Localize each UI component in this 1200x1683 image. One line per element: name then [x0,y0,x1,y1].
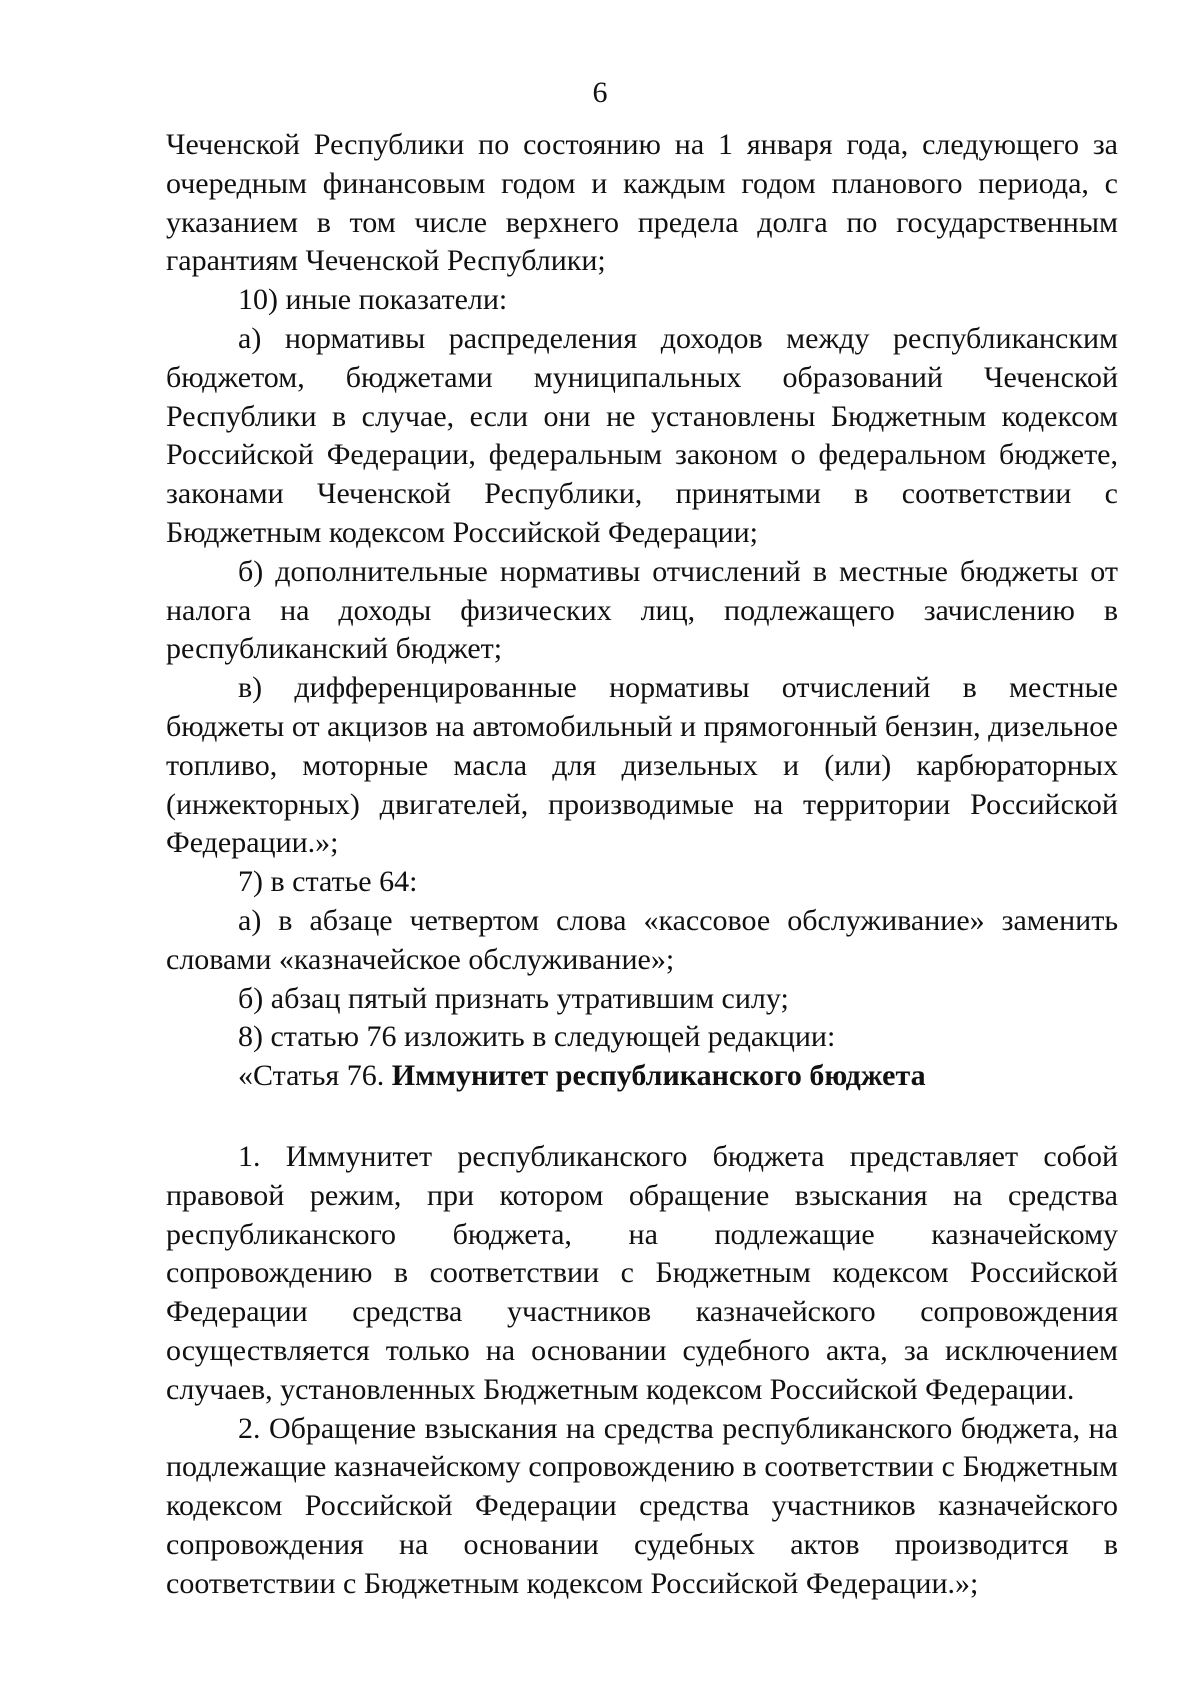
text-section-upper [166,126,1118,1603]
paragraph-item-10v: в) дифференцированные нормативы отчислений в местные бюджеты от акцизов на автомобильный и прямогонный бензин, дизельное топливо, моторные масла для дизельных и (или) карбюраторных (инжекторных) двигателей, производимые на территории Российской Федерации.»; [166,671,1118,860]
paragraph-article-76-2: 2. Обращение взыскания на средства республиканского бюджета, на подлежащие казначейскому сопровождению в соответствии с Бюджетным кодексом Российской Федерации средства участников казначейского сопровождения на основании судебных актов производится в соответствии с Бюджетным кодексом Российской Федерации.»; [166,1411,1118,1600]
paragraph-item-10: 10) иные показатели: [238,283,508,317]
paragraph-item-7a: а) в абзаце четвертом слова «кассовое обслуживание» заменить словами «казначейское обслуживание»; [166,903,1118,976]
paragraph-item-10b: б) дополнительные нормативы отчислений в местные бюджеты от налога на доходы физических лиц, подлежащего зачислению в республиканский бюджет; [166,554,1118,666]
article-heading-prefix: «Статья 76. [238,1059,392,1093]
paragraph-article-76-1: 1. Иммунитет республиканского бюджета представляет собой правовой режим, при котором обращение взыскания на средства республиканского бюджета, на подлежащие казначейскому сопровождению в соответствии с Бюджетным кодексом Российской Федерации средства участников казначейского сопровождения осуществляется только на основании судебного акта, за исключением случаев, установленных Бюджетным кодексом Российской Федерации. [166,1139,1118,1406]
paragraph-item-7b: б) абзац пятый признать утратившим силу; [238,981,789,1015]
paragraph-item-7: 7) в статье 64: [238,865,418,899]
paragraph-item-10a: а) нормативы распределения доходов между республиканским бюджетом, бюджетами муниципальных образований Чеченской Республики в случае, если они не установлены Бюджетным кодексом Российской Федерации, федеральным законом о федеральном бюджете, законами Чеченской Республики, принятыми в соответствии с Бюджетным кодексом Российской Федерации; [166,321,1118,549]
paragraph-debt-limit: Чеченской Республики по состоянию на 1 января года, следующего за очередным финансовым годом и каждым годом планового периода, с указанием в том числе верхнего предела долга по государственным гарантиям Чеченской Республики; [166,128,1118,278]
paragraph-item-8: 8) статью 76 изложить в следующей редакции: [238,1020,836,1054]
article-heading [166,1057,1118,1096]
page-number: 6 [592,76,608,109]
article-heading-title: Иммунитет республиканского бюджета [391,1059,926,1093]
